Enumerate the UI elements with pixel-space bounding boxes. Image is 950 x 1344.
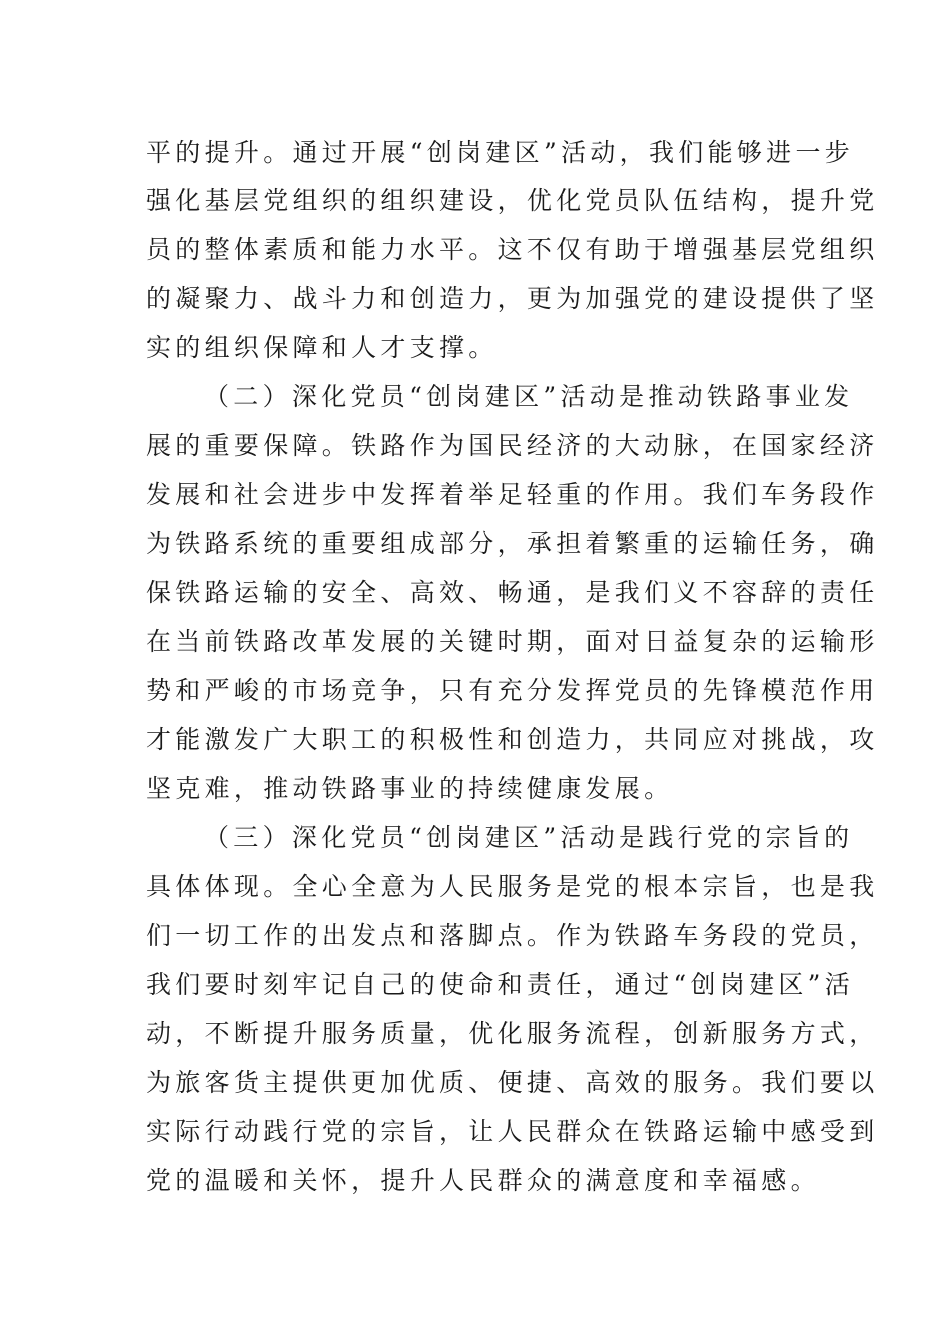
paragraph-3-line-1: （三）深化党员“创岗建区”活动是践行党的宗旨的 bbox=[204, 823, 854, 852]
paragraph-3-line-3: 们一切工作的出发点和落脚点。作为铁路车务段的党员， bbox=[146, 921, 879, 950]
paragraph-2-line-6: 在当前铁路改革发展的关键时期，面对日益复杂的运输形 bbox=[146, 627, 879, 656]
paragraph-2-line-1: （二）深化党员“创岗建区”活动是推动铁路事业发 bbox=[204, 382, 854, 411]
paragraph-2-line-9: 坚克难，推动铁路事业的持续健康发展。 bbox=[146, 774, 674, 803]
paragraph-2-line-4: 为铁路系统的重要组成部分，承担着繁重的运输任务，确 bbox=[146, 529, 879, 558]
paragraph-2-line-8: 才能激发广大职工的积极性和创造力，共同应对挑战，攻 bbox=[146, 725, 879, 754]
paragraph-3-line-2: 具体体现。全心全意为人民服务是党的根本宗旨，也是我 bbox=[146, 872, 879, 901]
paragraph-3-line-7: 实际行动践行党的宗旨，让人民群众在铁路运输中感受到 bbox=[146, 1117, 879, 1146]
paragraph-2-line-2: 展的重要保障。铁路作为国民经济的大动脉，在国家经济 bbox=[146, 431, 879, 460]
paragraph-1-line-5: 实的组织保障和人才支撑。 bbox=[146, 333, 498, 362]
paragraph-1-line-2: 强化基层党组织的组织建设，优化党员队伍结构，提升党 bbox=[146, 186, 879, 215]
paragraph-2-line-5: 保铁路运输的安全、高效、畅通，是我们义不容辞的责任 bbox=[146, 578, 879, 607]
paragraph-3-line-5: 动，不断提升服务质量，优化服务流程，创新服务方式， bbox=[146, 1019, 879, 1048]
paragraph-3-line-8: 党的温暖和关怀，提升人民群众的满意度和幸福感。 bbox=[146, 1166, 820, 1195]
paragraph-1-line-3: 员的整体素质和能力水平。这不仅有助于增强基层党组织 bbox=[146, 235, 879, 264]
paragraph-3-line-6: 为旅客货主提供更加优质、便捷、高效的服务。我们要以 bbox=[146, 1068, 879, 1097]
paragraph-2-line-7: 势和严峻的市场竞争，只有充分发挥党员的先锋模范作用 bbox=[146, 676, 879, 705]
paragraph-2-line-3: 发展和社会进步中发挥着举足轻重的作用。我们车务段作 bbox=[146, 480, 879, 509]
paragraph-1-line-4: 的凝聚力、战斗力和创造力，更为加强党的建设提供了坚 bbox=[146, 284, 879, 313]
paragraph-1-line-1: 平的提升。通过开展“创岗建区”活动，我们能够进一步 bbox=[146, 138, 855, 167]
paragraph-3-line-4: 我们要时刻牢记自己的使命和责任，通过“创岗建区”活 bbox=[146, 970, 855, 999]
